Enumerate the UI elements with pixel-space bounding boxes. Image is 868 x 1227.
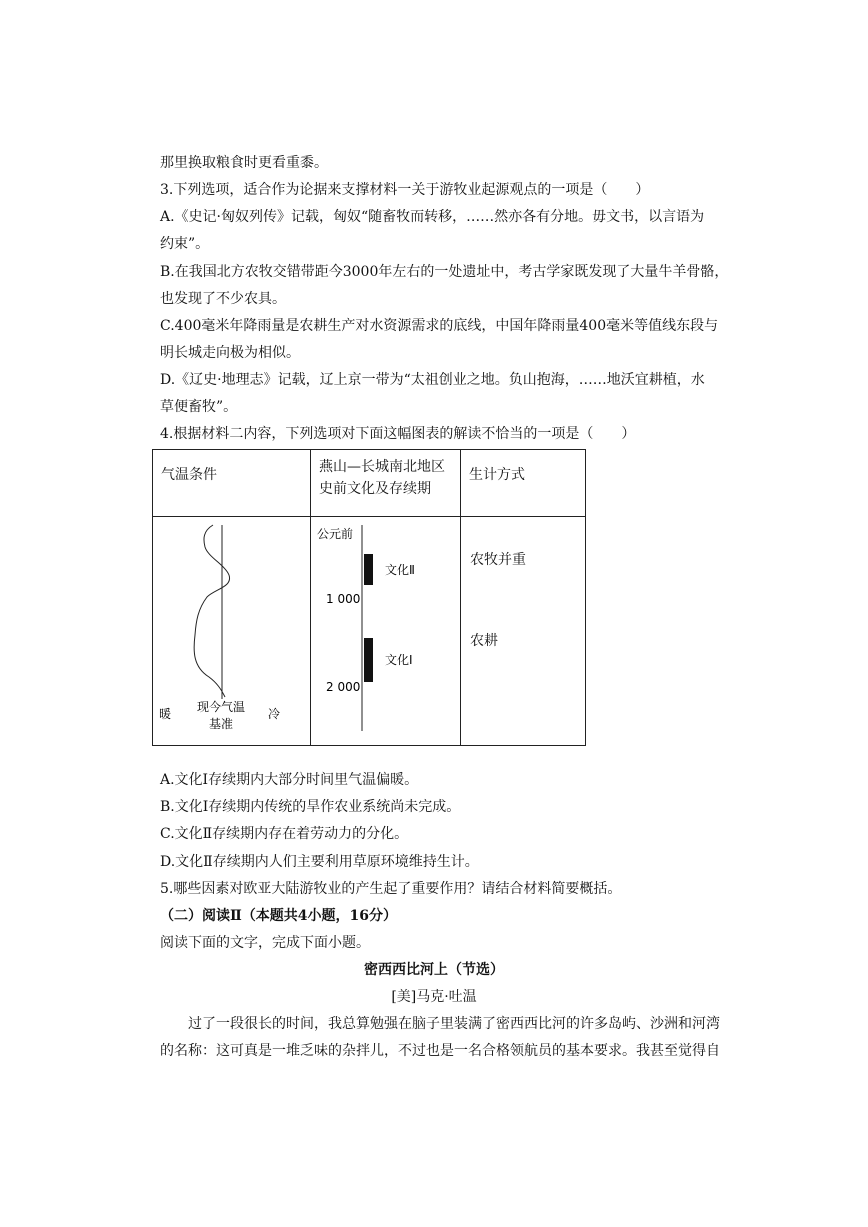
instruction: 阅读下面的文字，完成下面小题。 (160, 935, 370, 951)
article-para-line-2: 的名称：这可真是一堆乏味的杂拌儿，不过也是一名合格领航员的基本要求。我甚至觉得自 (160, 1043, 720, 1059)
temperature-curve-cell (153, 517, 311, 746)
baseline-label: 现今气温 (197, 700, 246, 714)
culture-timeline-chart (311, 517, 460, 745)
tick-1000: 1 000 (326, 592, 361, 606)
article-author: [美]马克·吐温 (391, 989, 477, 1005)
warm-label: 暖 (159, 707, 172, 721)
question-4: 4.根据材料二内容，下列选项对下面这幅图表的解读不恰当的一项是（ ） (160, 426, 636, 442)
section-heading: （二）阅读Ⅱ（本题共4小题，16分） (160, 908, 398, 924)
livelihood-1: 农牧并重 (470, 552, 526, 568)
option-3c: C.400毫米年降雨量是农耕生产对水资源需求的底线，中国年降雨量400毫米等值线东段与 (160, 318, 719, 334)
option-3a: A.《史记·匈奴列传》记载，匈奴“随畜牧而转移，……然亦各有分地。毋文书，以言语为 (160, 209, 705, 225)
option-4b: B.文化Ⅰ存续期内传统的旱作农业系统尚未完成。 (160, 799, 461, 815)
option-3d: D.《辽史·地理志》记载，辽上京一带为“太祖创业之地。负山抱海，……地沃宜耕植，水 (160, 372, 705, 388)
option-3a-cont: 约束”。 (160, 236, 210, 252)
header-culture: 燕山—长城南北地区 史前文化及存续期 (311, 450, 461, 517)
culture-2-label: 文化Ⅱ (385, 563, 415, 577)
baseline-label-2: 基准 (209, 717, 234, 731)
question-5: 5.哪些因素对欧亚大陆游牧业的产生起了重要作用？请结合材料简要概括。 (160, 881, 622, 897)
culture-2-bar (364, 554, 373, 585)
header-temperature: 气温条件 (153, 450, 311, 517)
culture-1-label: 文化Ⅰ (385, 653, 413, 667)
question-3: 3.下列选项，适合作为论据来支撑材料一关于游牧业起源观点的一项是（ ） (160, 182, 650, 198)
temperature-curve-chart (153, 517, 310, 745)
option-3c-cont: 明长城走向极为相似。 (160, 345, 300, 361)
livelihood-2: 农耕 (470, 633, 498, 649)
option-4c: C.文化Ⅱ存续期内存在着劳动力的分化。 (160, 826, 409, 842)
livelihood-cell (461, 517, 586, 746)
option-3b: B.在我国北方农牧交错带距今3000年左右的一处遗址中，考古学家既发现了大量牛羊骨骼， (160, 264, 729, 280)
temperature-curve (194, 525, 229, 697)
article-para-line-1: 过了一段很长的时间，我总算勉强在脑子里装满了密西西比河的许多岛屿、沙洲和河湾 (160, 1016, 720, 1032)
climate-culture-table (152, 449, 586, 746)
article-title: 密西西比河上（节选） (364, 962, 504, 978)
culture-1-bar (364, 638, 373, 682)
option-3d-cont: 草便畜牧”。 (160, 399, 238, 415)
timeline-top-label: 公元前 (317, 527, 354, 541)
header-livelihood: 生计方式 (461, 450, 586, 517)
option-4a: A.文化Ⅰ存续期内大部分时间里气温偏暖。 (160, 772, 419, 788)
tick-2000: 2 000 (326, 680, 361, 694)
option-4d: D.文化Ⅱ存续期内人们主要利用草原环境维持生计。 (160, 854, 479, 870)
text-line: 那里换取粮食时更看重黍。 (160, 155, 328, 171)
option-3b-cont: 也发现了不少农具。 (160, 291, 286, 307)
timeline-cell (311, 517, 461, 746)
cold-label: 冷 (268, 707, 281, 721)
